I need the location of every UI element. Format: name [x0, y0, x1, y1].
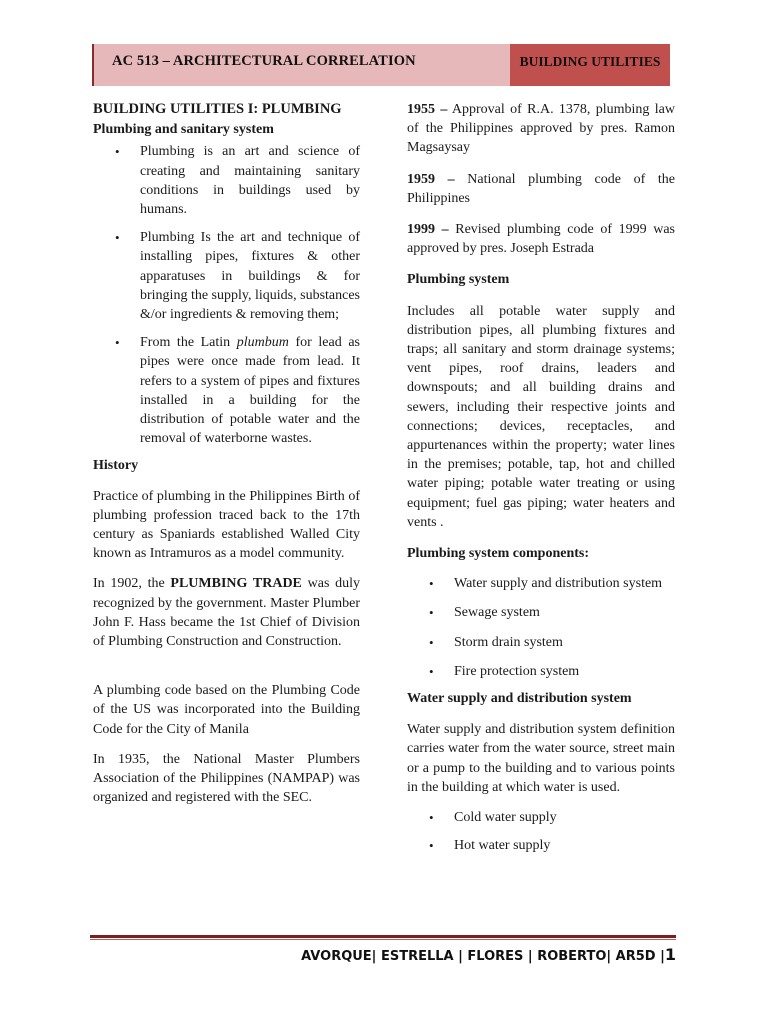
list-item: • Water supply and distribution system	[454, 574, 675, 593]
footer-authors: AVORQUE| ESTRELLA | FLORES | ROBERTO| AR5D |	[301, 949, 665, 964]
section-title: BUILDING UTILITIES I: PLUMBING	[93, 101, 342, 117]
bullet-icon: •	[115, 230, 120, 246]
right-column	[407, 100, 675, 856]
timeline-entry: 1959 – National plumbing code of the Philippines	[407, 171, 675, 206]
bullet-icon: •	[429, 605, 434, 621]
list-item: • Plumbing Is the art and technique of installing pipes, fixtures & other apparatuses in buildings & for bringing the supply, liquids, substances &/or ingredients & removing them;	[115, 230, 360, 323]
footer-divider-thin	[90, 939, 676, 940]
page-number: 1	[664, 945, 676, 964]
list-item: • Storm drain system	[454, 633, 675, 652]
topic-banner	[510, 44, 670, 86]
list-item: • Cold water supply	[454, 808, 675, 827]
page-header	[92, 44, 672, 86]
water-supply-text: Water supply and distribution system definition carries water from the water source, street main or a pump to the building and to various points in the building at which water is used.	[407, 722, 675, 795]
plumbing-system-text: Includes all potable water supply and distribution pipes, all plumbing fixtures and traps; all sanitary and storm drainage systems; vent pipes, roof drains, leaders and downspouts; and all building drains and sewers, including their respective joints and connections; devices, receptacles, and appurtenances within the property; water lines in the premises; potable, tap, hot and chilled water piping; potable water treating or using equipment; fuel gas piping; water heaters and vents .	[407, 303, 675, 530]
topic-title: BUILDING UTILITIES	[519, 54, 661, 69]
history-paragraph: Practice of plumbing in the Philippines Birth of plumbing profession traced back to the 17th century as Spaniards established Walled City known as Intramuros as a model community.	[93, 488, 360, 562]
bullet-icon: •	[429, 576, 434, 592]
footer-divider	[90, 935, 676, 938]
list-item: • From the Latin plumbum for lead as pipes were once made from lead. It refers to a system of pipes and fixtures installed in a building for the distribution of potable water and the removal of waterborne wastes.	[115, 335, 360, 447]
history-heading: History	[93, 458, 139, 474]
bullet-icon: •	[115, 144, 120, 160]
bullet-icon: •	[429, 838, 434, 854]
list-item: • Plumbing is an art and science of creating and maintaining sanitary conditions in buildings used by humans.	[115, 144, 360, 218]
history-paragraph: A plumbing code based on the Plumbing Code of the US was incorporated into the Building Code for the City of Manila	[93, 683, 360, 737]
water-supply-heading: Water supply and distribution system	[407, 691, 632, 707]
history-paragraph: In 1935, the National Master Plumbers Association of the Philippines (NAMPAP) was organized and registered with the SEC.	[93, 751, 360, 806]
plumbing-system-heading: Plumbing system	[407, 272, 510, 288]
bullet-icon: •	[115, 335, 120, 351]
list-item: • Fire protection system	[454, 662, 675, 681]
bullet-icon: •	[429, 810, 434, 826]
timeline-entry: 1955 – Approval of R.A. 1378, plumbing law of the Philippines approved by pres. Ramon Magsaysay	[407, 102, 675, 156]
bullet-icon: •	[429, 663, 434, 679]
components-heading: Plumbing system components:	[407, 546, 590, 562]
list-item: • Hot water supply	[454, 836, 675, 855]
section-subtitle: Plumbing and sanitary system	[93, 122, 274, 138]
course-banner	[92, 44, 512, 86]
left-column	[93, 100, 360, 808]
history-paragraph: In 1902, the PLUMBING TRADE was duly recognized by the government. Master Plumber John F. Hass became the 1st Chief of Division of Plumbing Construction and Construction.	[93, 576, 361, 650]
list-item: • Sewage system	[454, 603, 675, 622]
bullet-icon: •	[429, 634, 434, 650]
definition-list	[115, 142, 360, 448]
supply-types-list	[429, 808, 675, 855]
components-list	[429, 574, 675, 681]
course-title: AC 513 – ARCHITECTURAL CORRELATION	[112, 53, 416, 69]
page-footer	[300, 945, 676, 964]
timeline-entry: 1999 – Revised plumbing code of 1999 was approved by pres. Joseph Estrada	[407, 222, 675, 257]
